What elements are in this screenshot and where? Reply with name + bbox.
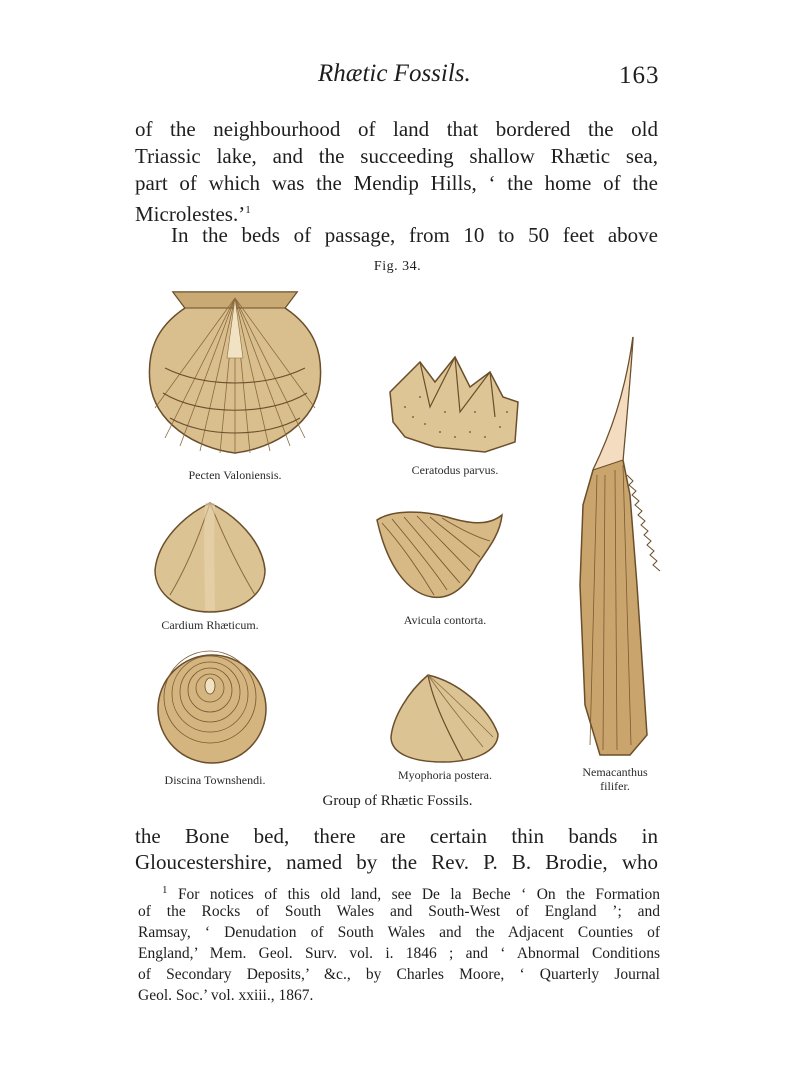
myophoria-illustration — [388, 672, 500, 764]
pecten-illustration — [145, 288, 325, 458]
avicula-illustration — [372, 505, 512, 605]
body-line-1: of the neighbourhood of land that bordered the old — [135, 117, 658, 141]
footnote-line-2: of the Rocks of South Wales and South-West of England ’; and — [138, 903, 660, 920]
body-line-3: part of which was the Mendip Hills, ‘ the home of the — [135, 171, 658, 195]
page-number: 163 — [619, 62, 660, 89]
caption-myophoria: Myophoria postera. — [398, 768, 492, 782]
ceratodus-illustration — [385, 352, 520, 457]
group-caption: Group of Rhætic Fossils. — [322, 793, 473, 809]
caption-pecten: Pecten Valoniensis. — [188, 468, 282, 482]
nemacanthus-illustration — [575, 335, 655, 760]
body-line-7: Gloucestershire, named by the Rev. P. B. Brodie, who — [135, 850, 658, 874]
footnote-line-4: England,’ Mem. Geol. Surv. vol. i. 1846 ; and ‘ Abnormal Conditions — [138, 945, 660, 962]
caption-discina: Discina Townshendi. — [164, 773, 266, 787]
caption-ceratodus: Ceratodus parvus. — [411, 463, 499, 477]
caption-nemacanthus-2: filifer. — [600, 779, 630, 793]
caption-nemacanthus-1: Nemacanthus — [582, 765, 648, 779]
figure-label: Fig. 34. — [373, 259, 422, 274]
running-header-title: Rhætic Fossils. — [318, 60, 471, 87]
footnote-line-1-text: For notices of this old land, see De la Beche ‘ On the Formation — [177, 886, 661, 904]
footnote-line-6: Geol. Soc.’ vol. xxiii., 1867. — [138, 987, 314, 1004]
body-line-2: Triassic lake, and the succeeding shallow Rhætic sea, — [135, 144, 658, 168]
footnote-marker: 1 — [162, 884, 168, 896]
footnote-line-5: of Secondary Deposits,’ &c., by Charles Moore, ‘ Quarterly Journal — [138, 966, 660, 983]
footnote-line-3: Ramsay, ‘ Denudation of South Wales and the Adjacent Counties of — [138, 924, 660, 941]
body-line-6: the Bone bed, there are certain thin bands in — [135, 824, 658, 848]
body-line-5: In the beds of passage, from 10 to 50 feet above — [171, 223, 658, 247]
caption-avicula: Avicula contorta. — [403, 613, 487, 627]
cardium-illustration — [150, 500, 270, 615]
discina-illustration — [155, 652, 270, 767]
footnote-reference: 1 — [245, 204, 251, 216]
body-line-4-text: Microlestes.’ — [135, 202, 246, 226]
caption-cardium: Cardium Rhæticum. — [161, 618, 259, 632]
